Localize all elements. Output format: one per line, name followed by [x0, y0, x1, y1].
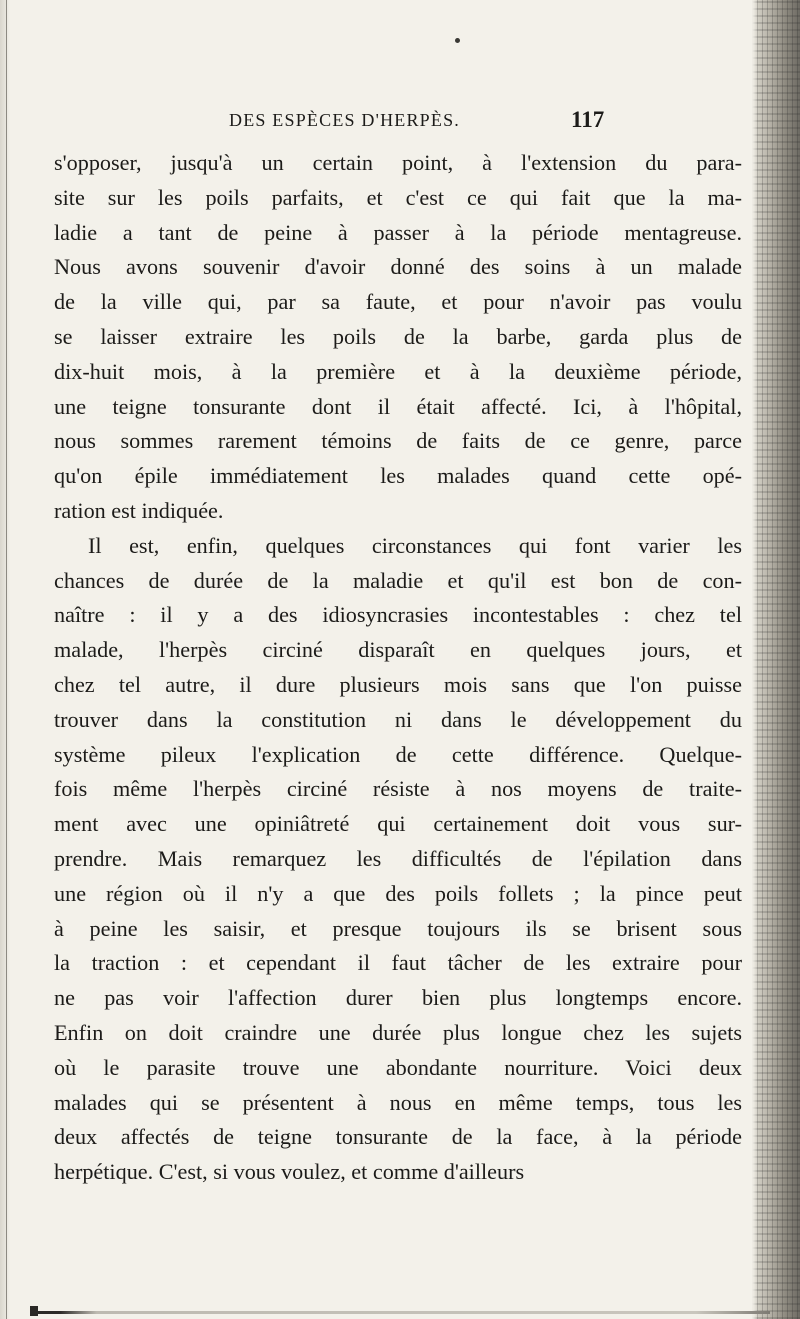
- body-text: [54, 146, 742, 1190]
- text-line: chances de durée de la maladie et qu'il est bon de con-: [54, 567, 742, 593]
- running-header: [0, 105, 800, 135]
- text-line: deux affectés de teigne tonsurante de la face, à la période: [54, 1124, 742, 1150]
- text-line: malades qui se présentent à nous en même temps, tous les: [54, 1089, 742, 1115]
- text-line: où le parasite trouve une abondante nourriture. Voici deux: [54, 1054, 742, 1080]
- text-line: naître : il y a des idiosyncrasies incontestables : chez tel: [54, 602, 742, 628]
- text-line: chez tel autre, il dure plusieurs mois sans que l'on puisse: [54, 671, 742, 697]
- text-line: à peine les saisir, et presque toujours ils se brisent sous: [54, 915, 742, 941]
- text-line: trouver dans la constitution ni dans le développement du: [54, 706, 742, 732]
- text-line: nous sommes rarement témoins de faits de ce genre, parce: [54, 428, 742, 454]
- text-line: dix-huit mois, à la première et à la deuxième période,: [54, 358, 742, 384]
- left-page-edge: [0, 0, 10, 1319]
- text-line: site sur les poils parfaits, et c'est ce qui fait que la ma-: [54, 184, 742, 210]
- text-line: ladie a tant de peine à passer à la période mentagreuse.: [54, 219, 742, 245]
- text-line: une région où il n'y a que des poils follets ; la pince peut: [54, 880, 742, 906]
- text-line: malade, l'herpès circiné disparaît en quelques jours, et: [54, 637, 742, 663]
- text-line: Nous avons souvenir d'avoir donné des soins à un malade: [54, 254, 742, 280]
- text-line: Enfin on doit craindre une durée plus longue chez les sujets: [54, 1019, 742, 1045]
- print-speck: [455, 38, 460, 43]
- text-line: ne pas voir l'affection durer bien plus longtemps encore.: [54, 985, 742, 1011]
- text-line: ment avec une opiniâtreté qui certainement doit vous sur-: [54, 811, 742, 837]
- text-line: ration est indiquée.: [54, 497, 224, 523]
- text-line: fois même l'herpès circiné résiste à nos moyens de traite-: [54, 776, 742, 802]
- text-line: de la ville qui, par sa faute, et pour n'avoir pas voulu: [54, 289, 742, 315]
- text-line: système pileux l'explication de cette différence. Quelque-: [54, 741, 742, 767]
- paragraph-first-line: Il est, enfin, quelques circonstances qui font varier les: [88, 532, 742, 558]
- text-line: s'opposer, jusqu'à un certain point, à l'extension du para-: [54, 150, 742, 175]
- running-title: DES ESPÈCES D'HERPÈS.: [229, 110, 460, 130]
- page-number: 117: [571, 107, 605, 132]
- text-line: la traction : et cependant il faut tâcher de les extraire pour: [54, 950, 742, 976]
- book-gutter-edge: [752, 0, 800, 1319]
- text-line: qu'on épile immédiatement les malades quand cette opé-: [54, 463, 742, 489]
- text-line: une teigne tonsurante dont il était affecté. Ici, à l'hôpital,: [54, 393, 742, 419]
- text-line: prendre. Mais remarquez les difficultés de l'épilation dans: [54, 845, 742, 871]
- bottom-page-edge: [30, 1311, 770, 1314]
- text-line: herpétique. C'est, si vous voulez, et comme d'ailleurs: [54, 1159, 525, 1185]
- text-line: se laisser extraire les poils de la barbe, garda plus de: [54, 323, 742, 349]
